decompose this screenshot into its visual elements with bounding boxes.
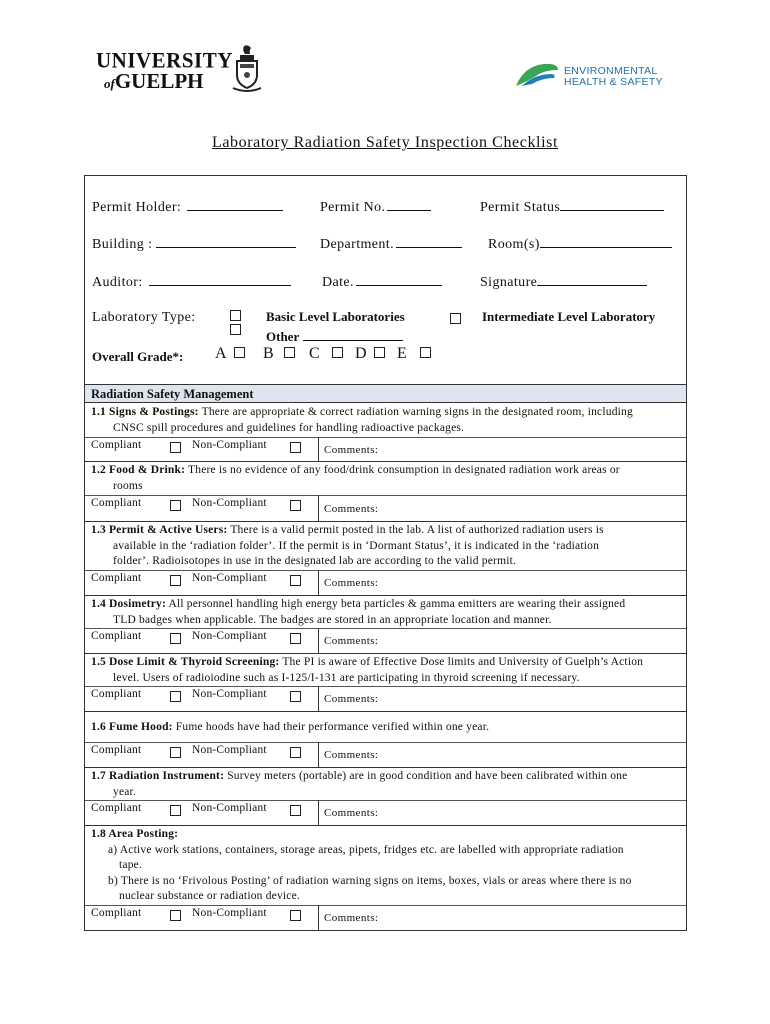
university-crest-icon (232, 44, 262, 96)
item-1-3-line3: folder’. Radioisotopes in use in the designated lab are according to the valid permit. (113, 555, 517, 567)
divider (318, 686, 319, 711)
rooms-label: Room(s) (488, 237, 540, 252)
grade-d-label: D (355, 345, 367, 362)
item-1-8-a-line1: a) Active work stations, containers, storage areas, pipets, fridges etc. are labelled with appropriate radiation (108, 843, 624, 856)
basic-lab-label: Basic Level Laboratories (266, 309, 405, 324)
divider (85, 437, 686, 438)
item-1-1-compliant-checkbox[interactable] (170, 442, 181, 453)
item-1-8-text (91, 827, 681, 905)
item-1-3-text (91, 523, 681, 570)
university-logo-line1: UNIVERSITY (96, 47, 233, 73)
item-1-7-line2: year. (113, 785, 137, 798)
item-1-1-text (91, 405, 681, 436)
item-1-6-compliant-checkbox[interactable] (170, 747, 181, 758)
divider (318, 628, 319, 653)
non-compliant-label: Non-Compliant (192, 802, 267, 814)
auditor-label: Auditor: (92, 275, 143, 290)
intermediate-lab-label: Intermediate Level Laboratory (482, 309, 656, 324)
divider (85, 742, 686, 743)
building-label: Building : (92, 237, 153, 252)
divider (318, 742, 319, 767)
item-1-6-head: 1.6 Fume Hood: (91, 721, 173, 733)
divider (85, 686, 686, 687)
divider (85, 711, 686, 712)
item-1-8-comments[interactable]: Comments: (324, 912, 379, 924)
item-1-6-non-compliant-checkbox[interactable] (290, 747, 301, 758)
divider (85, 495, 686, 496)
ehs-logo-icon (514, 62, 560, 88)
item-1-5-line1: The PI is aware of Effective Dose limits and University of Guelph’s Action (282, 656, 644, 668)
intermediate-lab-checkbox[interactable] (450, 313, 461, 324)
grade-e-checkbox[interactable] (420, 347, 431, 358)
item-1-7-comments[interactable]: Comments: (324, 807, 379, 819)
non-compliant-label: Non-Compliant (192, 497, 267, 509)
non-compliant-label: Non-Compliant (192, 439, 267, 451)
item-1-5-non-compliant-checkbox[interactable] (290, 691, 301, 702)
grade-c-checkbox[interactable] (332, 347, 343, 358)
non-compliant-label: Non-Compliant (192, 630, 267, 642)
building-field[interactable] (92, 234, 296, 253)
lab-type-label: Laboratory Type: (92, 310, 196, 325)
other-lab-checkbox[interactable] (230, 324, 241, 335)
grade-a-label: A (215, 345, 227, 362)
compliant-label: Compliant (91, 744, 142, 756)
grade-b-label: B (263, 345, 274, 362)
item-1-5-compliant-checkbox[interactable] (170, 691, 181, 702)
item-1-3-non-compliant-checkbox[interactable] (290, 575, 301, 586)
divider (85, 653, 686, 654)
divider (85, 800, 686, 801)
item-1-2-compliant-checkbox[interactable] (170, 500, 181, 511)
date-label: Date. (322, 275, 354, 290)
item-1-6-line1: Fume hoods have had their performance verified within one year. (175, 721, 490, 733)
divider (318, 437, 319, 461)
item-1-1-comments[interactable]: Comments: (324, 444, 379, 456)
item-1-7-line1: Survey meters (portable) are in good condition and have been calibrated within one (227, 770, 628, 782)
permit-holder-field[interactable] (92, 197, 283, 216)
item-1-4-line2: TLD badges when applicable. The badges are stored in an appropriate location and manner. (113, 613, 552, 626)
item-1-4-comments[interactable]: Comments: (324, 635, 379, 647)
compliant-label: Compliant (91, 572, 142, 584)
item-1-5-line2: level. Users of radioiodine such as I-125/I-131 are participating in thyroid screening if necessary. (113, 671, 580, 684)
signature-field[interactable] (480, 272, 647, 291)
permit-holder-label: Permit Holder: (92, 200, 182, 215)
item-1-5-text (91, 655, 681, 686)
permit-no-field[interactable] (320, 197, 431, 216)
permit-status-label: Permit Status (480, 200, 561, 215)
section-header: Radiation Safety Management (85, 384, 686, 403)
ehs-logo-line1: ENVIRONMENTAL (564, 65, 658, 77)
item-1-7-head: 1.7 Radiation Instrument: (91, 770, 225, 782)
divider (85, 461, 686, 462)
divider (318, 495, 319, 521)
overall-grade-label: Overall Grade*: (92, 349, 184, 364)
divider (318, 800, 319, 825)
item-1-4-line1: All personnel handling high energy beta particles & gamma emitters are wearing their assigned (168, 598, 626, 610)
divider (85, 595, 686, 596)
signature-label: Signature (480, 275, 538, 290)
item-1-3-line2: available in the ‘radiation folder’. If the permit is in ‘Dormant Status’, it is indicated in the ‘radiation (113, 539, 600, 552)
item-1-7-compliant-checkbox[interactable] (170, 805, 181, 816)
ehs-logo-text (564, 66, 663, 88)
item-1-2-line1: There is no evidence of any food/drink consumption in designated radiation work areas or (188, 464, 620, 476)
non-compliant-label: Non-Compliant (192, 907, 267, 919)
item-1-2-comments[interactable]: Comments: (324, 503, 379, 515)
other-lab-label: Other (266, 329, 300, 344)
other-lab-field[interactable] (266, 327, 403, 345)
item-1-8-compliant-checkbox[interactable] (170, 910, 181, 921)
item-1-2-text (91, 463, 681, 494)
item-1-4-non-compliant-checkbox[interactable] (290, 633, 301, 644)
department-field[interactable] (320, 234, 462, 253)
divider (85, 628, 686, 629)
item-1-1-line1: There are appropriate & correct radiation warning signs in the designated room, including (201, 406, 633, 418)
compliant-label: Compliant (91, 630, 142, 642)
page-title: Laboratory Radiation Safety Inspection Checklist (211, 134, 559, 151)
item-1-8-b-line2: nuclear substance or radiation device. (119, 890, 300, 902)
item-1-3-head: 1.3 Permit & Active Users: (91, 524, 228, 536)
university-logo-of: of (104, 76, 115, 91)
item-1-7-text (91, 769, 681, 800)
item-1-1-non-compliant-checkbox[interactable] (290, 442, 301, 453)
permit-status-field[interactable] (480, 197, 664, 216)
grade-a-checkbox[interactable] (234, 347, 245, 358)
divider (85, 825, 686, 826)
compliant-label: Compliant (91, 497, 142, 509)
basic-lab-checkbox[interactable] (230, 310, 241, 321)
item-1-4-text (91, 597, 681, 628)
item-1-3-line1: There is a valid permit posted in the lab. A list of authorized radiation users is (230, 524, 604, 536)
item-1-4-compliant-checkbox[interactable] (170, 633, 181, 644)
item-1-2-head: 1.2 Food & Drink: (91, 464, 186, 476)
compliant-label: Compliant (91, 688, 142, 700)
item-1-5-head: 1.5 Dose Limit & Thyroid Screening: (91, 656, 280, 668)
grade-e-label: E (397, 345, 407, 362)
divider (318, 905, 319, 930)
item-1-5-comments[interactable]: Comments: (324, 693, 379, 705)
non-compliant-label: Non-Compliant (192, 688, 267, 700)
item-1-7-non-compliant-checkbox[interactable] (290, 805, 301, 816)
auditor-field[interactable] (92, 272, 291, 291)
item-1-2-non-compliant-checkbox[interactable] (290, 500, 301, 511)
item-1-8-b-line1: b) There is no ‘Frivolous Posting’ of radiation warning signs on items, boxes, vials or areas where there is no (108, 874, 632, 887)
divider (85, 570, 686, 571)
item-1-1-line2: CNSC spill procedures and guidelines for handling radioactive packages. (113, 421, 465, 434)
item-1-8-head: 1.8 Area Posting: (91, 828, 179, 840)
permit-no-label: Permit No. (320, 200, 386, 215)
item-1-2-line2: rooms (113, 479, 143, 492)
compliant-label: Compliant (91, 802, 142, 814)
compliant-label: Compliant (91, 907, 142, 919)
non-compliant-label: Non-Compliant (192, 744, 267, 756)
university-logo-line2: GUELPH (114, 69, 204, 93)
department-label: Department. (320, 237, 394, 252)
item-1-8-non-compliant-checkbox[interactable] (290, 910, 301, 921)
rooms-field[interactable] (488, 234, 672, 253)
grade-d-checkbox[interactable] (374, 347, 385, 358)
ehs-logo-line2: HEALTH & SAFETY (564, 76, 663, 88)
divider (85, 905, 686, 906)
date-field[interactable] (322, 272, 442, 291)
divider (85, 521, 686, 522)
item-1-8-a-line2: tape. (119, 859, 143, 871)
divider (318, 570, 319, 595)
divider (85, 767, 686, 768)
item-1-6-text (91, 720, 681, 736)
compliant-label: Compliant (91, 439, 142, 451)
item-1-3-comments[interactable]: Comments: (324, 577, 379, 589)
grade-c-label: C (309, 345, 320, 362)
grade-b-checkbox[interactable] (284, 347, 295, 358)
item-1-1-head: 1.1 Signs & Postings: (91, 406, 199, 418)
non-compliant-label: Non-Compliant (192, 572, 267, 584)
item-1-6-comments[interactable]: Comments: (324, 749, 379, 761)
item-1-4-head: 1.4 Dosimetry: (91, 598, 166, 610)
university-of-guelph-logo (96, 47, 233, 94)
item-1-3-compliant-checkbox[interactable] (170, 575, 181, 586)
